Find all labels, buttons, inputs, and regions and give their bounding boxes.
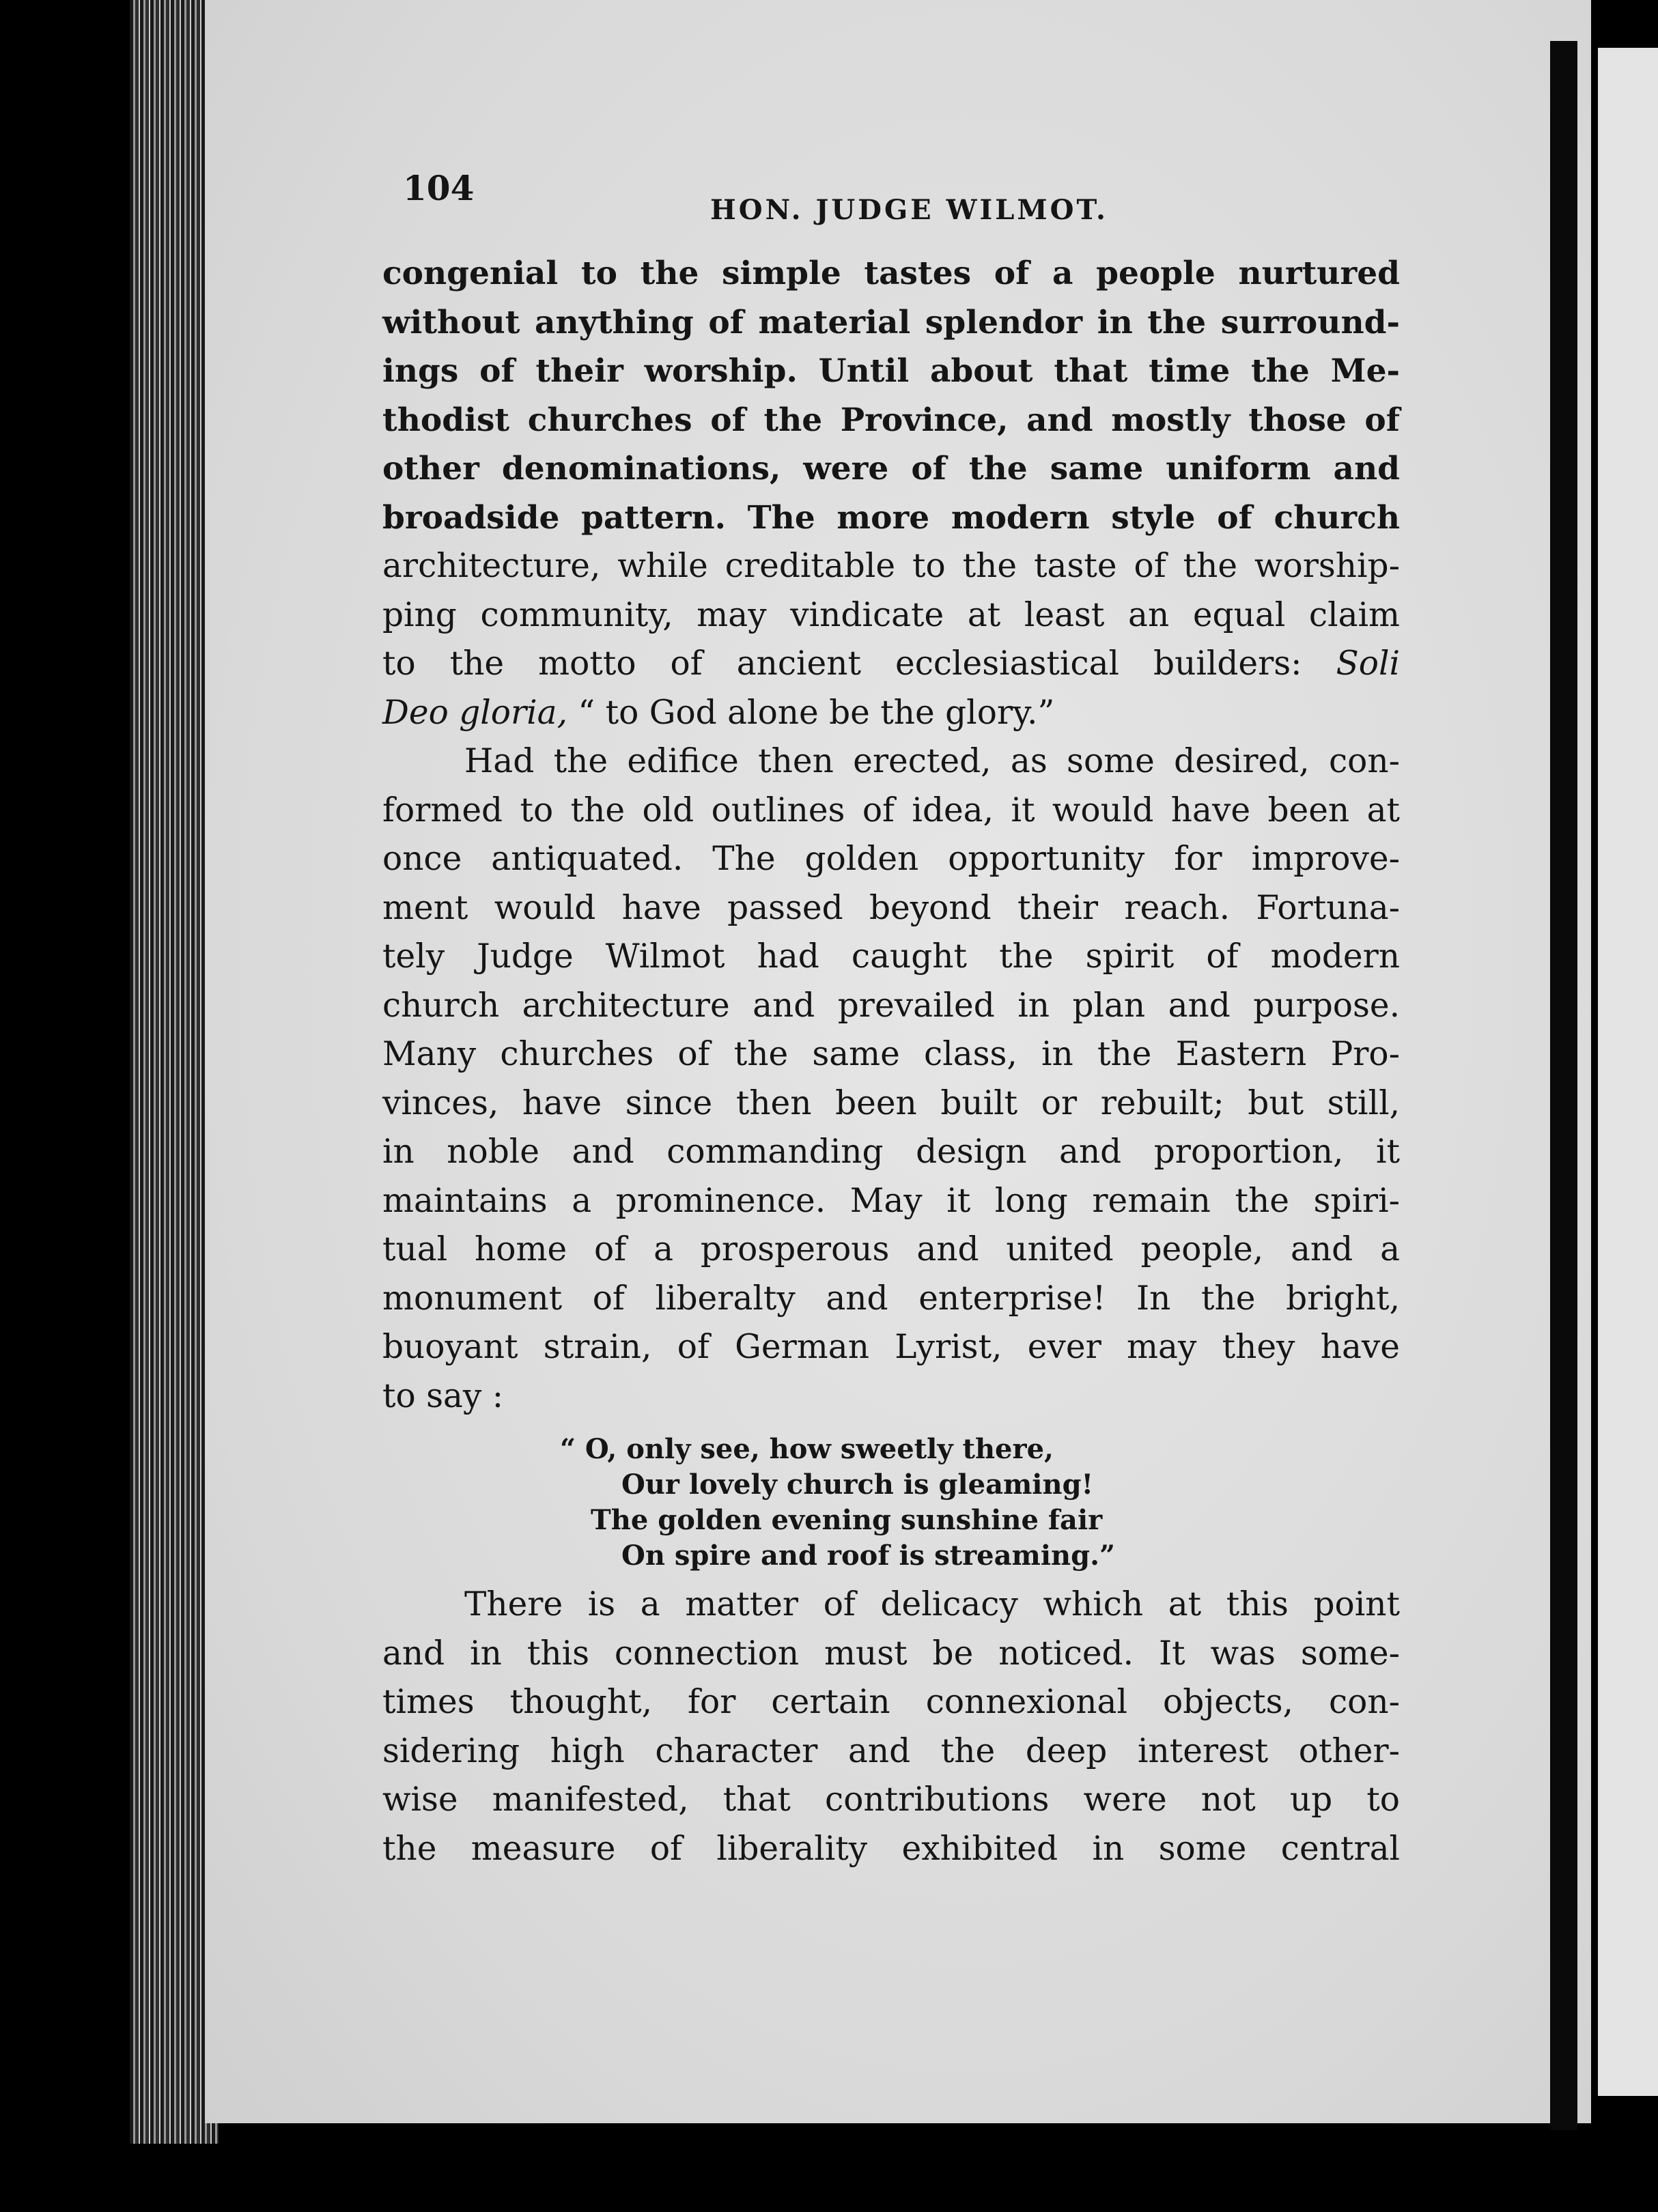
text-line: congenial to the simple tastes of a people nurtured: [382, 255, 1400, 292]
text-line: in noble and commanding design and proportion, it: [382, 1133, 1400, 1171]
text-span: to the motto of ancient ecclesiastical builders:: [382, 644, 1302, 683]
text-line: tual home of a prosperous and united people, and a: [382, 1230, 1400, 1268]
body-text: [382, 249, 1400, 1873]
verse-line: Our lovely church is gleaming!: [621, 1469, 1094, 1501]
text-line: the measure of liberality exhibited in some central: [382, 1829, 1400, 1868]
text-line: once antiquated. The golden opportunity for improve-: [382, 840, 1400, 878]
text-line: and in this connection must be noticed. It was some-: [382, 1634, 1400, 1673]
text-line: thodist churches of the Province, and mostly those of: [382, 401, 1400, 439]
paragraph-3: [382, 1580, 1400, 1873]
text-line: wise manifested, that contributions were not up to: [382, 1781, 1400, 1819]
text-line-with-italic: [382, 640, 1400, 689]
text-line: to say :: [382, 1376, 504, 1415]
text-line: formed to the old outlines of idea, it would have been at: [382, 791, 1400, 830]
page-number: 104: [403, 168, 475, 208]
text-line-with-italic: [382, 689, 1400, 738]
text-line: ment would have passed beyond their reach. Fortuna-: [382, 888, 1400, 927]
verse-line: On spire and roof is streaming.”: [621, 1540, 1116, 1572]
text-line: ings of their worship. Until about that time the Me-: [382, 352, 1400, 390]
text-line: without anything of material splendor in the surround-: [382, 303, 1400, 341]
italic-latin-phrase: Deo gloria,: [382, 693, 567, 732]
facing-page-edge: [1598, 48, 1658, 2096]
text-line: sidering high character and the deep interest other-: [382, 1731, 1400, 1770]
paragraph-2: [382, 737, 1400, 1421]
text-line: Had the edifice then erected, as some desired, con-: [464, 742, 1400, 780]
text-span: “ to God alone be the glory.”: [578, 693, 1055, 732]
text-line: broadside pattern. The more modern style of church: [382, 498, 1400, 537]
text-line: buoyant strain, of German Lyrist, ever may they have: [382, 1328, 1400, 1366]
quoted-verse: [560, 1432, 1116, 1574]
text-line: monument of liberalty and enterprise! In the bright,: [382, 1279, 1400, 1318]
text-line: maintains a prominence. May it long remain the spiri-: [382, 1181, 1400, 1220]
verse-line: “ O, only see, how sweetly there,: [560, 1433, 1054, 1465]
text-line: architecture, while creditable to the taste of the worship-: [382, 547, 1400, 585]
gutter-shadow: [1550, 41, 1577, 2130]
text-line: tely Judge Wilmot had caught the spirit of modern: [382, 937, 1400, 976]
text-line: vinces, have since then been built or rebuilt; but still,: [382, 1083, 1400, 1122]
running-head: [403, 168, 1441, 226]
paragraph-1: [382, 249, 1400, 737]
text-line: ping community, may vindicate at least an equal claim: [382, 595, 1400, 634]
text-line: There is a matter of delicacy which at this point: [464, 1585, 1400, 1623]
text-line: times thought, for certain connexional objects, con-: [382, 1683, 1400, 1721]
running-title: HON. JUDGE WILMOT.: [710, 194, 1108, 226]
italic-latin-phrase: Soli: [1336, 644, 1400, 683]
text-line: Many churches of the same class, in the Eastern Pro-: [382, 1035, 1400, 1073]
text-line: church architecture and prevailed in plan and purpose.: [382, 986, 1400, 1025]
text-line: other denominations, were of the same uniform and: [382, 450, 1400, 487]
verse-line: The golden evening sunshine fair: [591, 1504, 1103, 1536]
